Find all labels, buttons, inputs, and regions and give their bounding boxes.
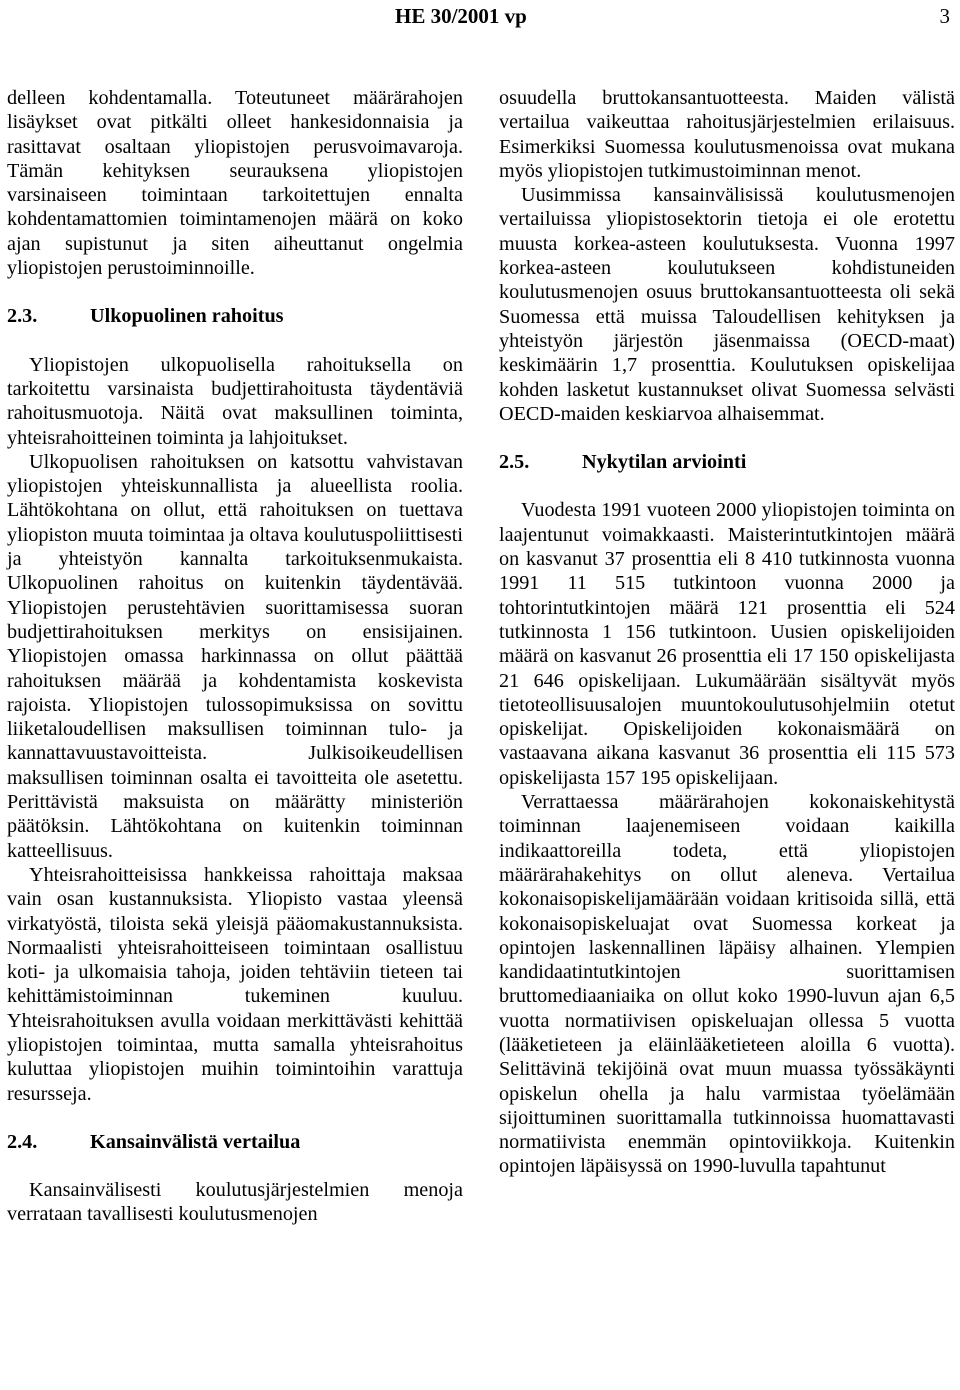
paragraph: delleen kohdentamalla. Toteutuneet määrärahojen lisäykset ovat pitkälti olleet hankesidonnaisia ja rasittavat osaltaan yliopistojen perusvoimavaroja. Tämän kehityksen seurauksena yliopistojen varsinaiseen toimintaan tarkoitettujen ennalta kohdentamattomien toimintamenojen määrä on koko ajan supistunut ja siten aiheuttanut ongelmia yliopistojen perustoiminnoille. — [7, 87, 463, 280]
paragraph: Yhteisrahoitteisissa hankkeissa rahoittaja maksaa vain osan kustannuksista. Yliopisto vastaa yleensä virkatyöstä, tiloista sekä yleisjä pääomakustannuksista. Normaalisti yhteisrahoitteiseen toimintaan osallistuu koti- ja ulkomaisia tahoja, joiden tehtäviin tieteen tai kehittämistoiminnan tukeminen kuuluu. Yhteisrahoituksen avulla voidaan merkittävästi kehittää yliopistojen toimintaa, mutta samalla yhteisrahoitus kuluttaa yliopistojen muihin toimintoihin varattuja resursseja. — [7, 863, 463, 1105]
section-title: Ulkopuolinen rahoitus — [90, 305, 284, 328]
section-title: Kansainvälistä vertailua — [90, 1130, 301, 1153]
section-heading-2-3 — [7, 304, 463, 328]
paragraph: Ulkopuolisen rahoituksen on katsottu vahvistavan yliopistojen yhteiskunnallista ja alueellista roolia. Lähtökohtana on ollut, että rahoituksen on tuettava yliopiston muuta toimintaa ja oltava koulutuspoliittisesti ja yhteistyön kannalta tarkoituksenmukaista. Ulkopuolinen rahoitus on kuitenkin täydentävää. Yliopistojen perustehtävien suorittamisessa suoran budjettirahoituksen merkitys on ensisijainen. Yliopistojen omassa harkinnassa on ollut päättää rahoituksen määrää ja kohdentamista koskevista rajoista. Yliopistojen tulossopimuksissa on sovittu liiketaloudellisen maksullisen toiminnan tulo- ja kannattavuustavoitteista. Julkisoikeudellisen maksullisen toiminnan osalta ei tavoitteita ole asetettu. Perittävistä maksuista on määrätty ministeriön päätöksin. Lähtökohtana on kuitenkin toiminnan katteellisuus. — [7, 450, 463, 862]
left-column — [7, 86, 463, 1227]
section-title: Nykytilan arviointi — [582, 451, 747, 474]
paragraph: Verrattaessa määrärahojen kokonaiskehitystä toiminnan laajenemiseen voidaan kaikilla indikaattoreilla todeta, että yliopistojen määrärahakehitys on ollut aleneva. Vertailua kokonaisopiskelijamäärään voidaan kritisoida sillä, että kokonaisopiskeluajat ovat Suomessa korkeat ja opintojen laskennallinen läpäisy alhainen. Ylempien kandidaatintutkintojen suorittamisen bruttomediaaniaika on ollut koko 1990-luvun ajan 6,5 vuotta normatiivisen opiskeluajan ollessa 5 vuotta (lääketieteen ja eläinlääketieteen aloilla 6 vuotta). Selittävinä tekijöinä ovat muun muassa työssäkäynti opiskelun ohella ja halu varmistaa työelämään sijoittuminen suorittamalla tutkinnoissa huomattavasti normatiivista enemmän opintoviikkoja. Kuitenkin opintojen läpäisyssä on 1990-luvulla tapahtunut — [499, 791, 955, 1178]
section-number: 2.5. — [499, 451, 530, 474]
section-number: 2.4. — [7, 1130, 38, 1153]
section-number: 2.3. — [7, 305, 38, 328]
paragraph: Kansainvälisesti koulutusjärjestelmien menoja verrataan tavallisesti koulutusmenojen — [7, 1179, 463, 1226]
paragraph: osuudella bruttokansantuotteesta. Maiden välistä vertailua vaikeuttaa rahoitusjärjestelmien erilaisuus. Esimerkiksi Suomessa koulutusmenoissa ovat mukana myös yliopistojen tutkimustoiminnan menot. — [499, 87, 955, 182]
page-number: 3 — [939, 4, 950, 28]
page-header — [0, 4, 960, 34]
section-heading-2-4 — [7, 1130, 463, 1154]
paragraph: Vuodesta 1991 vuoteen 2000 yliopistojen toiminta on laajentunut voimakkaasti. Maisterintutkintojen määrä on kasvanut 37 prosenttia eli 8 410 tutkinnosta vuonna 1991 11 515 tutkintoon vuonna 2000 ja tohtorintutkintojen määrä 121 prosenttia eli 524 tutkinnosta 1 156 tutkintoon. Uusien opiskelijoiden määrä on kasvanut 26 prosenttia eli 17 150 opiskelijasta 21 646 opiskelijaan. Lukumäärään sisältyvät myös tietoteollisuusalojen muuntokoulutusohjelmiin otetut opiskelijat. Opiskelijoiden kokonaismäärä on vastaavana aikana kasvanut 36 prosenttia eli 115 573 opiskelijasta 157 195 opiskelijaan. — [499, 499, 955, 789]
document-id: HE 30/2001 vp — [395, 4, 527, 28]
section-heading-2-5 — [499, 450, 955, 474]
paragraph: Yliopistojen ulkopuolisella rahoituksella on tarkoitettu varsinaista budjettirahoitusta täydentäviä rahoitusmuotoja. Näitä ovat maksullinen toiminta, yhteisrahoitteinen toiminta ja lahjoitukset. — [7, 353, 463, 449]
right-column — [499, 86, 955, 1179]
paragraph: Uusimmissa kansainvälisissä koulutusmenojen vertailuissa yliopistosektorin tietoja ei ole erotettu muusta korkea-asteen koulutuksesta. Vuonna 1997 korkea-asteen koulutukseen kohdistuneiden koulutusmenojen osuus bruttokansantuotteesta oli sekä Suomessa että muissa Taloudellisen kehityksen ja yhteistyön järjestön jäsenmaissa (OECD-maat) keskimäärin 1,7 prosenttia. Koulutuksen opiskelijaa kohden lasketut kustannukset olivat Suomessa selvästi OECD-maiden keskiarvoa alhaisemmat. — [499, 184, 955, 425]
